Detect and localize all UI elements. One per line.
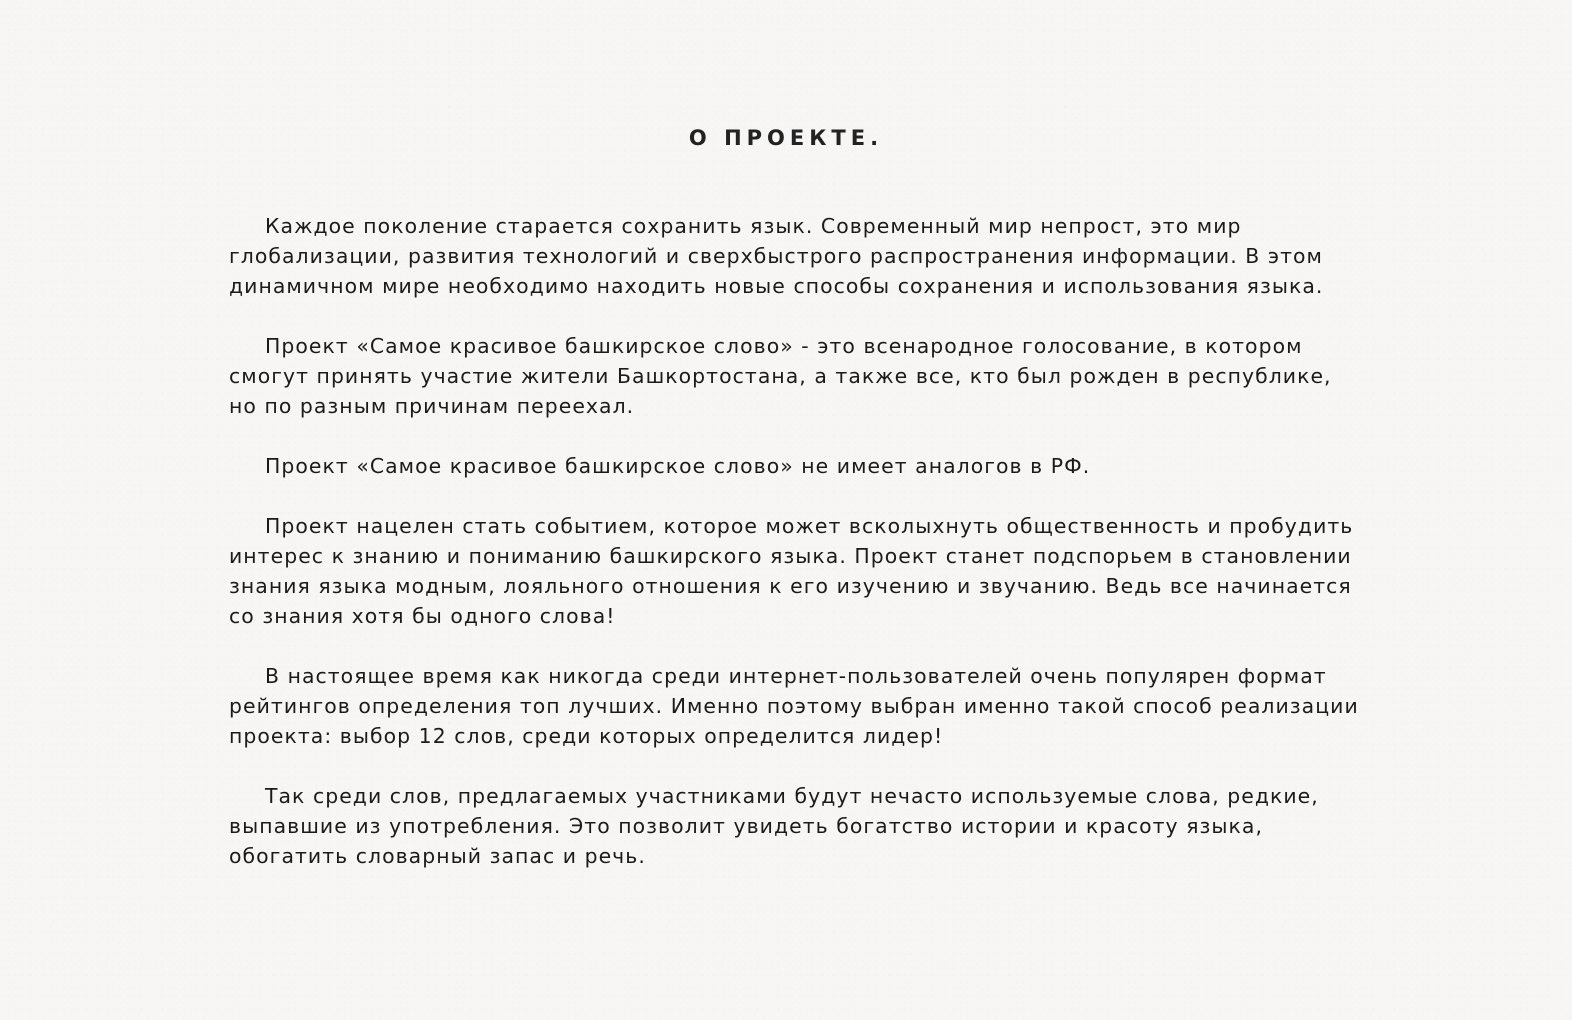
page-title: О ПРОЕКТЕ. [688,126,884,151]
paragraph-unique: Проект «Самое красивое башкирское слово» не имеет аналогов в РФ. [265,454,1091,478]
paragraph-goal: Проект нацелен стать событием, которое может всколыхнуть общественность и пробудить интерес к знанию и пониманию башкирского языка. Проект станет подспорьем в становлении знания языка модным, лояльного отношения к его изучению и звучанию. Ведь все начинается со знания хотя бы одного слова! [229,514,1354,628]
paragraph-voting: Проект «Самое красивое башкирское слово» - это всенародное голосование, в котором смогут принять участие жители Башкортостана, а также все, кто был рожден в республике, но по разным причинам переехал. [229,334,1332,418]
paragraph-format: В настоящее время как никогда среди интернет-пользователей очень популярен формат рейтингов определения топ лучших. Именно поэтому выбран именно такой способ реализации проекта: выбор 12 слов, среди которых определится лидер! [229,664,1359,748]
paragraph-rare-words: Так среди слов, предлагаемых участниками будут нечасто используемые слова, редкие, выпавшие из употребления. Это позволит увидеть богатство истории и красоту языка, обогатить словарный запас и речь. [229,784,1319,868]
paragraph-intro: Каждое поколение старается сохранить язык. Современный мир непрост, это мир глобализации, развития технологий и сверхбыстрого распространения информации. В этом динамичном мире необходимо находить новые способы сохранения и использования языка. [229,214,1324,298]
document-body [229,211,1359,901]
